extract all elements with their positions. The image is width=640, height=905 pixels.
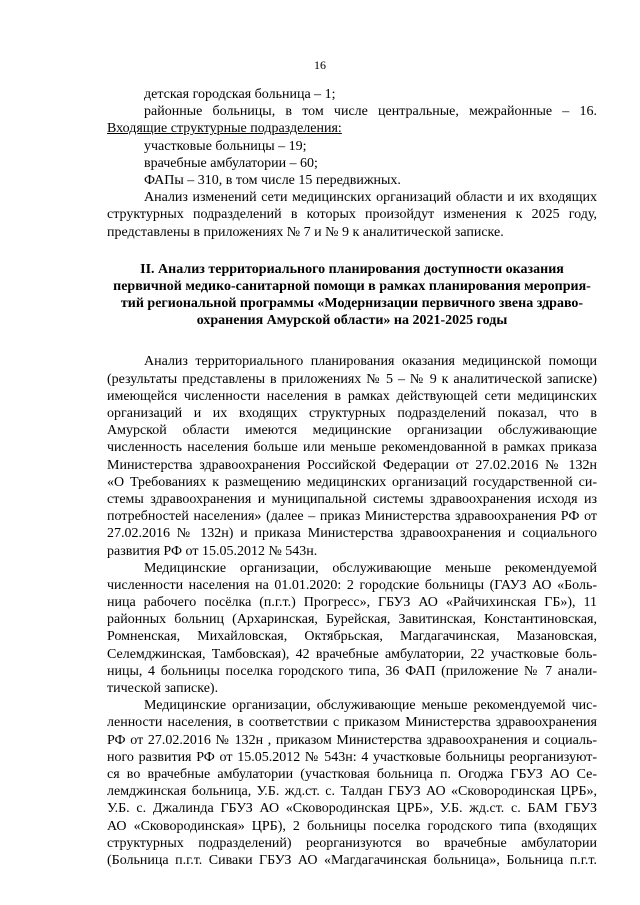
text-line: тической записке). [107, 681, 219, 696]
text-line: лемджинская больница, У.Б. жд.ст. с. Талдан ГБУЗ АО «Сковородинская ЦРБ», [107, 784, 597, 800]
text-line: «О Требованиях к размещению медицинских организаций государственной си- [107, 474, 597, 490]
text-line: структурных подразделений в которых произойдут изменения к 2025 году, [107, 207, 597, 223]
text-line: РФ от 27.02.2016 № 132н , приказом Министерства здравоохранения и социаль- [107, 732, 597, 748]
text-line: развития РФ от 15.05.2012 № 543н. [107, 543, 318, 559]
section-heading [107, 261, 597, 330]
text-line: (Больница п.г.т. Сиваки ГБУЗ АО «Магдагачинская больница», Больница п.г.т. [107, 852, 597, 868]
text-line: районные больницы, в том числе центральные, межрайонные – 16. [144, 104, 597, 120]
heading-line: II. Анализ территориального планирования доступности оказания [140, 261, 564, 277]
spacer [107, 241, 597, 261]
text-line: районных больниц (Архаринская, Бурейская, Завитинская, Константиновская, [107, 612, 597, 628]
spacer [107, 329, 597, 353]
text-line: стемы здравоохранения и муниципальной системы здравоохранения исходя из [107, 491, 597, 507]
text-line: Амурской области имеются медицинские организации обслуживающие [107, 423, 597, 439]
paragraph-2 [107, 560, 597, 698]
text-line: ся во врачебные амбулатории (участковая больница п. Огоджа ГБУЗ АО Се- [107, 766, 597, 782]
text-line: 27.02.2016 № 132н) и приказа Министерства здравоохранения и социального [107, 526, 597, 542]
text-line: потребностей населения» (далее – приказ Министерства здравоохранения РФ от [107, 509, 597, 525]
text-line: участковые больницы – 19; [144, 138, 307, 154]
text-line: ФАПы – 310, в том числе 15 передвижных. [144, 172, 401, 188]
intro-block [107, 86, 597, 241]
heading-line: тий региональной программы «Модернизации первичного звена здраво- [120, 296, 584, 312]
text-line: Министерства здравоохранения Российской Федерации от 27.02.2016 № 132н [107, 457, 597, 473]
text-line: ного развития РФ от 15.05.2012 № 543н: 4 участковые больницы реорганизуют- [107, 749, 597, 765]
text-line: ница рабочего посёлка (п.г.т.) Прогресс», ГБУЗ АО «Райчихинская ГБ»), 11 [107, 595, 597, 611]
text-line: Медицинские организации, обслуживающие меньше рекомендуемой [144, 560, 597, 576]
text-line: ницы, 4 больницы поселка городского типа, 36 ФАП (приложение № 7 анали- [107, 663, 597, 679]
text-line: организаций и их входящих структурных подразделений показал, что в [107, 406, 597, 421]
text-line: ленности населения, в соответствии с приказом Министерства здравоохранения [107, 715, 597, 731]
paragraph-1 [107, 353, 597, 559]
text-line: имеющейся численности населения в рамках действующей сети медицинских [107, 388, 597, 404]
text-line: структурных подразделений) реорганизуются во врачебные амбулатории [107, 835, 597, 851]
heading-line: первичной медико-санитарной помощи в рамках планирования мероприя- [113, 278, 591, 294]
heading-line: охранения Амурской области» на 2021-2025 годы [196, 313, 508, 329]
subheading-underlined: Входящие структурные подразделения: [107, 121, 342, 137]
text-line: У.Б. с. Джалинда ГБУЗ АО «Сковородинская ЦРБ», У.Б. жд.ст. с. БАМ ГБУЗ [107, 801, 597, 817]
text-line: Медицинские организации, обслуживающие меньше рекомендуемой чис- [144, 698, 597, 714]
text-line: численности населения на 01.01.2020: 2 городские больницы (ГАУЗ АО «Боль- [107, 577, 597, 593]
page-number: 16 [314, 58, 326, 72]
text-line: Селемджинская, Тамбовская), 42 врачебные амбулатории, 22 участковые боль- [107, 646, 597, 662]
text-line: представлены в приложениях № 7 и № 9 к аналитической записке. [107, 224, 504, 240]
text-line: (результаты представлены в приложениях № 5 – № 9 к аналитической записке) [107, 371, 597, 387]
text-line: врачебные амбулатории – 60; [144, 155, 318, 171]
text-line: АО «Сковородинская» ЦРБ), 2 больницы поселка городского типа (входящих [107, 818, 597, 834]
text-line: численность населения больше или меньше рекомендованной в рамках приказа [107, 440, 597, 456]
text-line: Ромненская, Михайловская, Октябрьская, Магдагачинская, Мазановская, [107, 629, 597, 645]
document-body [107, 86, 597, 869]
text-line: Анализ территориального планирования оказания медицинской помощи [144, 354, 597, 370]
paragraph-3 [107, 697, 597, 869]
text-line: Анализ изменений сети медицинских организаций области и их входящих [144, 190, 597, 206]
text-line: детская городская больница – 1; [144, 87, 336, 102]
